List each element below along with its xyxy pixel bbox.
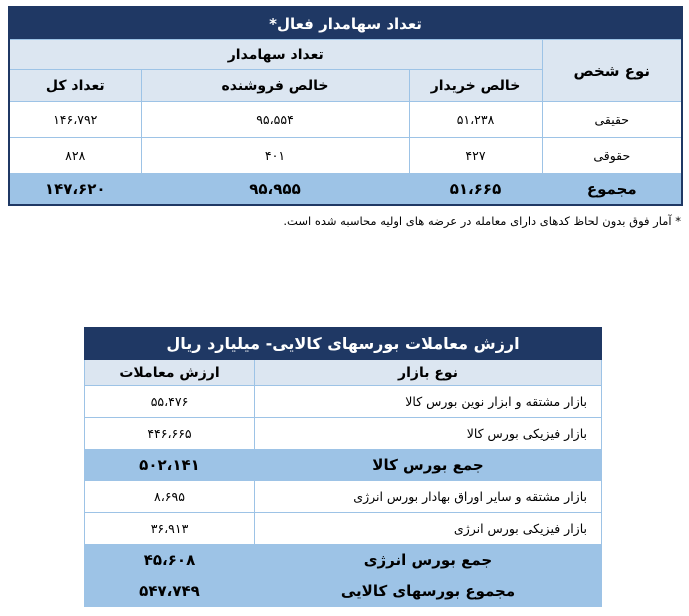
table-row <box>85 386 602 418</box>
seller-cell: ۴۰۱ <box>141 138 409 174</box>
grand-total-row <box>85 576 602 607</box>
net-seller-header: خالص فروشنده <box>141 70 409 102</box>
table-row <box>85 418 602 450</box>
trading-value-cell: ۵۰۲،۱۴۱ <box>85 450 255 481</box>
trading-value-cell: ۴۵،۶۰۸ <box>85 545 255 576</box>
seller-cell: ۹۵،۵۵۴ <box>141 102 409 138</box>
shareholders-group-header: تعداد سهامدار <box>9 40 542 70</box>
trading-value-cell: ۵۵،۴۷۶ <box>85 386 255 418</box>
buyer-cell: ۵۱،۲۳۸ <box>409 102 542 138</box>
table-row <box>9 102 682 138</box>
market-type-cell: بازار مشتقه و سایر اوراق بهادار بورس انرژی <box>255 481 602 513</box>
subtotal-row <box>85 450 602 481</box>
table-row <box>9 138 682 174</box>
trading-value-cell: ۵۴۷،۷۴۹ <box>85 576 255 607</box>
market-type-cell: بازار فیزیکی بورس انرژی <box>255 513 602 545</box>
commodity-trading-value-table <box>84 327 602 607</box>
table-row <box>85 513 602 545</box>
total-cell: ۱۴۶،۷۹۲ <box>9 102 141 138</box>
market-type-cell: جمع بورس کالا <box>255 450 602 481</box>
sum-row <box>9 174 682 205</box>
market-type-cell: بازار فیزیکی بورس کالا <box>255 418 602 450</box>
sum-label-cell: مجموع <box>542 174 682 205</box>
table2-title: ارزش معاملات بورسهای کالایی- میلیارد ریال <box>85 328 602 360</box>
table-row <box>85 481 602 513</box>
market-type-cell: بازار مشتقه و ابزار نوین بورس کالا <box>255 386 602 418</box>
subtotal-row <box>85 545 602 576</box>
sum-buyer-cell: ۵۱،۶۶۵ <box>409 174 542 205</box>
person-type-header: نوع شخص <box>542 40 682 102</box>
table1-title: تعداد سهامدار فعال* <box>9 7 682 40</box>
trading-value-cell: ۸،۶۹۵ <box>85 481 255 513</box>
market-type-cell: جمع بورس انرژی <box>255 545 602 576</box>
person-type-cell: حقوقی <box>542 138 682 174</box>
total-cell: ۸۲۸ <box>9 138 141 174</box>
trading-value-header: ارزش معاملات <box>85 360 255 386</box>
trading-value-cell: ۳۶،۹۱۳ <box>85 513 255 545</box>
footnote: * آمار فوق بدون لحاظ کدهای دارای معامله در عرضه های اولیه محاسبه شده است. <box>283 214 681 228</box>
buyer-cell: ۴۲۷ <box>409 138 542 174</box>
trading-value-cell: ۴۴۶،۶۶۵ <box>85 418 255 450</box>
total-count-header: تعداد کل <box>9 70 141 102</box>
sum-seller-cell: ۹۵،۹۵۵ <box>141 174 409 205</box>
net-buyer-header: خالص خریدار <box>409 70 542 102</box>
person-type-cell: حقیقی <box>542 102 682 138</box>
sum-total-cell: ۱۴۷،۶۲۰ <box>9 174 141 205</box>
market-type-cell: مجموع بورسهای کالایی <box>255 576 602 607</box>
active-shareholders-table <box>8 6 683 206</box>
market-type-header: نوع بازار <box>255 360 602 386</box>
